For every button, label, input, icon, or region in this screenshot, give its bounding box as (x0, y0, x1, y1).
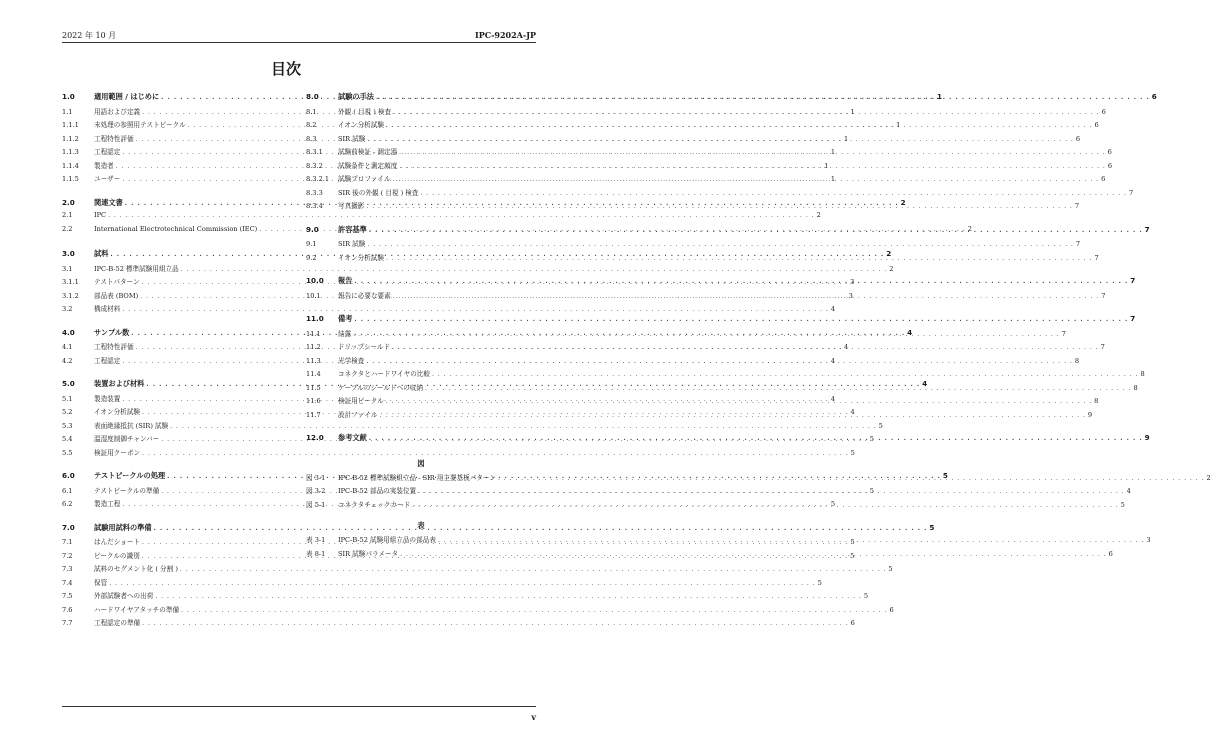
toc-entry-number: 12.0 (306, 433, 324, 442)
toc-entry-page: 2 (900, 197, 906, 207)
toc-entry-label: 部品表 (BOM) (94, 291, 139, 300)
toc-entry-label: 光学検査 (338, 356, 365, 365)
dot-leader (400, 551, 1106, 558)
toc-entry-label: テストパターン (94, 278, 140, 286)
toc-entry-page: 8 (1074, 356, 1080, 365)
toc-entry-page: 3 (850, 278, 855, 286)
toc-entry-label: 設計ファイル (338, 410, 378, 419)
toc-entry[interactable] (306, 173, 1106, 187)
toc-entry-page: 7 (1075, 240, 1081, 248)
toc-entry[interactable] (306, 382, 1138, 396)
toc-entry-page: 6 (889, 605, 894, 614)
toc-entry[interactable] (306, 146, 1112, 160)
dot-leader (379, 412, 1085, 419)
dot-leader (393, 293, 1099, 300)
toc-entry-number: 10.0 (306, 276, 324, 285)
toc-entry-page: 1 (824, 161, 829, 170)
toc-entry-page: 3 (1146, 536, 1151, 544)
toc-entry-label: コネクタとハードワイヤの比較 (338, 370, 430, 378)
toc-entry-label: 工程特性評価 (94, 343, 134, 351)
toc-entry[interactable] (306, 119, 1099, 133)
toc-entry-number: 1.1.3 (62, 148, 79, 156)
toc-entry-page: 4 (844, 343, 849, 351)
toc-entry-number: 8.0 (306, 92, 319, 101)
toc-entry-page: 2 (886, 249, 892, 258)
figure-entry[interactable] (306, 485, 1131, 499)
toc-entry-number: 5.3 (62, 421, 73, 430)
toc-entry-page: 1 (844, 134, 849, 143)
dot-leader (181, 607, 887, 614)
toc-entry-number: 8.1 (306, 107, 317, 116)
toc-entry-label: IPC (94, 211, 107, 219)
toc-entry-page: 4 (830, 305, 836, 313)
toc-entry-label: 表面絶縁抵抗 (SIR) 試験 (94, 421, 169, 430)
toc-entry-number: 5.0 (62, 379, 75, 388)
toc-entry-number: 11.3 (306, 356, 321, 365)
toc-entry-page: 5 (850, 551, 855, 560)
toc-entry-label: ビークルの識別 (94, 551, 140, 560)
toc-entry-number: 11.1 (306, 329, 321, 338)
toc-entry-page: 7 (1074, 202, 1080, 210)
toc-entry-page: 8 (1133, 383, 1138, 392)
toc-entry-label: SIR 試験 (338, 134, 366, 143)
dot-leader (366, 203, 1072, 210)
toc-entry-number: 2.1 (62, 211, 73, 219)
toc-right-column (306, 92, 1211, 561)
toc-entry-number: 4.1 (62, 343, 73, 351)
toc-entry-page: 5 (850, 538, 855, 546)
toc-entry-label: 試料 (94, 249, 109, 258)
toc-entry-label: 温湿度制御チャンバー (94, 435, 160, 443)
toc-entry-number: 3.1.2 (62, 291, 79, 300)
figure-entry[interactable] (306, 499, 1125, 513)
toc-entry-label: 試験条件と測定頻度 (338, 161, 398, 170)
toc-entry-page: 5 (888, 565, 893, 573)
toc-entry[interactable] (306, 290, 1106, 304)
toc-entry-page: 2 (816, 211, 821, 219)
toc-entry-label: 工程認定 (94, 148, 121, 156)
toc-entry-number: 表 3-1 (306, 536, 326, 544)
toc-entry-number: 1.1.5 (62, 175, 79, 183)
toc-entry-page: 6 (1107, 148, 1112, 156)
dot-leader (369, 435, 1143, 442)
toc-entry-label: 試験前検証 - 測定器 (338, 148, 398, 156)
dot-leader (109, 580, 815, 587)
toc-entry-page: 7 (1061, 329, 1066, 338)
toc-entry-page: 7 (1128, 188, 1134, 197)
toc-entry-number: 5.1 (62, 394, 73, 403)
toc-entry-page: 7 (1130, 314, 1136, 323)
toc-entry-page: 8 (1094, 397, 1099, 405)
header-date: 2022 年 10 月 (62, 31, 117, 40)
toc-entry-page: 5 (850, 448, 855, 457)
toc-entry-number: 1.1 (62, 107, 73, 116)
toc-entry-page: 6 (1101, 107, 1106, 116)
dot-leader (425, 385, 1131, 392)
toc-entry-page: 4 (850, 408, 855, 416)
dot-leader (353, 331, 1059, 338)
toc-entry[interactable] (306, 368, 1145, 382)
toc-entry-number: 8.3.3 (306, 188, 323, 197)
toc-entry-label: 装置および材料 (94, 379, 145, 388)
toc-entry-number: 5.4 (62, 435, 73, 443)
toc-entry-page: 7 (1094, 253, 1099, 262)
toc-entry-page: 8 (1140, 370, 1145, 378)
toc-entry-page: 5 (869, 486, 874, 495)
toc-entry-number: 9.2 (306, 253, 317, 262)
toc-entry-label: 備考 (338, 314, 353, 323)
toc-entry-label: IPC-B-52 部品の実装位置 (338, 487, 417, 495)
toc-entry-label: テストビークルの処理 (94, 471, 166, 480)
toc-entry-label: 試料のセグメント化 ( 分割 ) (94, 565, 178, 573)
figure-list-heading: 図 (417, 458, 425, 468)
dot-leader (354, 316, 1128, 323)
toc-entry-label: 工程認定 (94, 356, 121, 365)
dot-leader (354, 278, 1128, 285)
toc-section (306, 314, 1145, 422)
toc-section (306, 276, 1136, 303)
toc-entry-number: 11.4 (306, 370, 321, 378)
toc-entry-page: 6 (1101, 175, 1106, 183)
toc-entry-number: 7.2 (62, 551, 73, 560)
toc-section-heading[interactable] (306, 276, 1136, 290)
dot-leader (376, 94, 1150, 101)
toc-entry-number: 10.1 (306, 291, 321, 300)
toc-entry-number: 図 5-1 (306, 500, 326, 509)
toc-entry-number: 7.6 (62, 605, 73, 614)
dot-leader (386, 255, 1092, 262)
toc-entry-number: 9.0 (306, 224, 319, 234)
dot-leader (367, 241, 1073, 248)
toc-entry-number: 7.1 (62, 538, 73, 546)
toc-entry-label: IPC-B-52 標準試験用組立品 (94, 264, 179, 273)
toc-entry-page: 3 (848, 291, 853, 300)
toc-entry-number: 7.0 (62, 522, 75, 532)
toc-entry-page: 6 (850, 619, 855, 627)
footer-rule (62, 706, 536, 707)
toc-entry-page: 2 (967, 224, 972, 233)
toc-entry-page: 2 (889, 264, 894, 273)
toc-entry-number: 4.0 (62, 327, 75, 337)
toc-entry[interactable] (306, 200, 1080, 214)
toc-entry-label: ハードワイヤアタッチの準備 (94, 605, 180, 614)
toc-entry-label: International Electrotechnical Commission (IEC) (94, 224, 258, 233)
toc-entry-number: 6.2 (62, 500, 73, 508)
toc-entry-number: 7.5 (62, 592, 73, 600)
toc-entry-number: 7.7 (62, 619, 73, 627)
toc-entry-label: 外部試験者への出荷 (94, 592, 154, 600)
toc-entry-number: 5.2 (62, 408, 73, 416)
toc-entry-label: 検証用クーポン (94, 448, 141, 457)
toc-entry-number: 6.1 (62, 486, 73, 495)
toc-entry-label: 試験プロファイル (338, 175, 391, 183)
dot-leader (399, 149, 1105, 156)
toc-entry-number: 1.1.4 (62, 161, 79, 170)
header-doc-id: IPC-9202A-JP (474, 30, 536, 40)
toc-entry[interactable] (62, 263, 894, 277)
toc-entry-label: ケーブルのシールドへの収納 (338, 383, 423, 392)
toc-entry-label: 製造者 (94, 161, 114, 170)
toc-entry[interactable] (306, 355, 1080, 369)
toc-entry[interactable] (62, 447, 855, 461)
toc-entry-label: はんだショート (94, 538, 141, 546)
toc-section-heading[interactable] (306, 92, 1157, 106)
toc-section-heading[interactable] (306, 224, 1150, 239)
toc-entry[interactable] (62, 420, 883, 434)
toc-entry-number: 1.0 (62, 92, 75, 101)
toc-section (306, 92, 1157, 214)
toc-entry-label: コネクタチェックカード (338, 500, 411, 509)
toc-entry-number: 8.3.2.1 (306, 175, 330, 183)
toc-entry[interactable] (62, 590, 869, 604)
dot-leader (418, 488, 1124, 495)
toc-entry-number: 表 8-1 (306, 549, 326, 558)
toc-entry-page: 4 (1126, 487, 1131, 495)
toc-entry[interactable] (306, 133, 1081, 147)
dot-leader (438, 537, 1144, 544)
toc-entry-page: 5 (942, 471, 948, 480)
toc-entry-label: 写真撮影 (338, 202, 365, 210)
dot-leader (498, 475, 1204, 482)
toc-entry-number: 2.0 (62, 197, 75, 207)
toc-entry-page: 5 (878, 421, 883, 430)
toc-entry-page: 6 (1108, 549, 1113, 558)
toc-entry[interactable] (62, 563, 893, 577)
toc-entry-number: 2.2 (62, 224, 73, 233)
toc-entry-page: 7 (1100, 343, 1105, 351)
toc-entry-label: 報告に必要な要素 (338, 291, 391, 300)
toc-entry-label: IPC-B-52 試験用組立品の部品表 (338, 536, 436, 544)
toc-entry-page: 6 (1107, 161, 1113, 170)
toc-entry-label: 製造装置 (94, 394, 121, 403)
toc-entry-label: 試験用試料の準備 (94, 522, 152, 532)
toc-entry-page: 7 (1130, 276, 1136, 285)
toc-entry-label: 工程認定の準備 (94, 619, 141, 627)
toc-entry[interactable] (62, 211, 821, 225)
toc-entry-number: 8.3.4 (306, 202, 323, 210)
table-list (306, 520, 1151, 561)
toc-entry[interactable] (306, 238, 1081, 252)
toc-entry-page: 1 (830, 148, 836, 156)
toc-entry-label: SIR 試験 (338, 240, 366, 248)
toc-entry-label: イオン分析試験 (338, 253, 384, 262)
toc-entry[interactable] (306, 106, 1106, 120)
toc-entry[interactable] (62, 604, 894, 618)
toc-entry-label: 未処理の参照用テストビークル (94, 121, 186, 129)
toc-entry-label: 外観 ( 目視 ) 検査 (338, 107, 392, 116)
toc-entry-number: 7.3 (62, 565, 73, 573)
toc-entry-label: SIR 試験パラメータ (338, 549, 399, 558)
toc-entry-number: 6.0 (62, 471, 75, 480)
toc-entry-page: 9 (1144, 433, 1150, 442)
toc-entry-number: 11.2 (306, 343, 321, 351)
toc-section (306, 224, 1150, 266)
toc-entry-label: 検証用ビークル (338, 397, 384, 405)
footer-page-number: v (531, 712, 536, 722)
toc-entry-number: 1.1.2 (62, 134, 79, 143)
toc-entry-label: 参考文献 (338, 433, 367, 442)
toc-entry-label: 報告 (338, 276, 353, 285)
dot-leader (142, 620, 848, 627)
dot-leader (154, 525, 928, 532)
toc-entry-label: 構成材料 (94, 305, 121, 313)
table-entry[interactable] (306, 548, 1113, 562)
toc-entry-page: 1 (850, 107, 855, 116)
toc-entry-number: 8.3.1 (306, 148, 323, 156)
toc-entry[interactable] (306, 395, 1099, 409)
toc-entry-page: 6 (1094, 121, 1099, 129)
dot-leader (180, 566, 886, 573)
toc-entry[interactable] (62, 617, 855, 631)
dot-leader (367, 136, 1073, 143)
dot-leader (399, 163, 1105, 170)
toc-entry[interactable] (306, 187, 1134, 201)
dot-leader (412, 502, 1118, 509)
dot-leader (369, 224, 1143, 234)
toc-entry-page: 5 (929, 522, 935, 532)
toc-entry-page: 1 (936, 92, 942, 101)
dot-leader (386, 398, 1092, 405)
toc-entry-number: 1.1.1 (62, 121, 79, 129)
toc-entry-label: 適用範囲 / はじめに (94, 92, 160, 101)
toc-entry-label: 製造工程 (94, 500, 121, 508)
toc-section-heading[interactable] (62, 522, 935, 537)
toc-entry-label: 関連文書 (94, 197, 123, 207)
toc-entry[interactable] (306, 409, 1093, 423)
toc-entry[interactable] (306, 341, 1105, 355)
toc-entry-number: 11.7 (306, 410, 321, 419)
toc-entry-label: 工程特性評価 (94, 134, 134, 143)
dot-leader (366, 358, 1072, 365)
header-rule (62, 42, 536, 43)
toc-entry-page: 5 (1120, 500, 1125, 509)
toc-section-heading[interactable] (306, 314, 1136, 328)
dot-leader (392, 344, 1098, 351)
toc-entry-page: 1 (896, 121, 901, 129)
toc-entry-number: 8.3.2 (306, 161, 323, 170)
toc-entry-number: 図 3-1 (306, 473, 326, 482)
toc-entry-number: 9.1 (306, 240, 317, 248)
toc-entry-label: イオン分析試験 (338, 121, 384, 129)
toc-section (306, 433, 1150, 447)
toc-entry-page: 4 (830, 356, 836, 365)
toc-entry-page: 4 (907, 327, 913, 337)
toc-entry-label: 試験の手法 (338, 92, 374, 101)
toc-entry-label: SIR 後の外観 ( 目視 ) 検査 (338, 188, 419, 197)
toc-entry[interactable] (306, 252, 1099, 266)
toc-entry-page: 7 (1101, 291, 1106, 300)
figure-entry[interactable] (306, 472, 1211, 486)
toc-entry-number: 7.4 (62, 578, 73, 587)
table-list-heading: 表 (417, 521, 425, 530)
toc-entry-label: ドリップシールド (338, 343, 391, 351)
page-title: 目次 (270, 60, 301, 78)
toc-entry-label: 用語および定義 (94, 107, 141, 116)
toc-entry-label: テストビークルの準備 (94, 486, 160, 495)
toc-entry-number: 11.6 (306, 397, 321, 405)
toc-entry-label: イオン分析試験 (94, 408, 140, 416)
toc-entry-page: 5 (817, 578, 822, 587)
dot-leader (432, 371, 1138, 378)
dot-leader (155, 593, 861, 600)
toc-entry-page: 4 (830, 394, 836, 403)
toc-section-heading[interactable] (306, 433, 1150, 447)
toc-entry-page: 5 (863, 592, 869, 600)
toc-entry-label: 許容基準 (338, 224, 367, 234)
figure-list (306, 458, 1211, 513)
toc-entry-label: 結露 (338, 329, 352, 338)
toc-entry-number: 5.5 (62, 448, 73, 457)
toc-entry-label: サンプル数 (94, 327, 130, 337)
toc-entry-number: 3.1 (62, 264, 73, 273)
toc-entry[interactable] (62, 303, 836, 317)
toc-entry-page: 2 (1206, 473, 1211, 482)
dot-leader (386, 122, 1092, 129)
toc-entry-number: 図 3-2 (306, 487, 326, 495)
toc-entry-page: 6 (1075, 134, 1081, 143)
toc-entry[interactable] (306, 328, 1066, 342)
toc-entry-page: 1 (830, 175, 836, 183)
toc-entry-label: IPC-B-52 標準試験組立品 - SIR 用主要基板パターン (338, 473, 496, 482)
dot-leader (393, 109, 1099, 116)
toc-entry-number: 3.2 (62, 305, 73, 313)
toc-entry[interactable] (62, 577, 822, 591)
toc-entry-number: 11.0 (306, 314, 324, 323)
toc-entry-label: 保管 (94, 578, 108, 587)
toc-entry-number: 8.2 (306, 121, 317, 129)
toc-entry[interactable] (306, 160, 1113, 174)
dot-leader (393, 176, 1099, 183)
toc-entry-number: 4.2 (62, 356, 73, 365)
toc-entry-number: 11.5 (306, 383, 321, 392)
toc-entry-page: 5 (869, 435, 874, 443)
table-entry[interactable] (306, 534, 1151, 548)
toc-entry-number: 8.3 (306, 134, 317, 143)
toc-entry-page: 6 (1151, 92, 1157, 101)
toc-entry-page: 5 (830, 500, 836, 508)
toc-entry-number: 3.1.1 (62, 278, 79, 286)
toc-entry-label: ユーザー (94, 175, 121, 183)
dot-leader (420, 190, 1126, 197)
toc-entry-page: 4 (922, 379, 928, 388)
toc-entry-page: 9 (1087, 410, 1093, 419)
toc-entry-number: 3.0 (62, 249, 75, 258)
toc-entry-page: 7 (1144, 224, 1150, 234)
